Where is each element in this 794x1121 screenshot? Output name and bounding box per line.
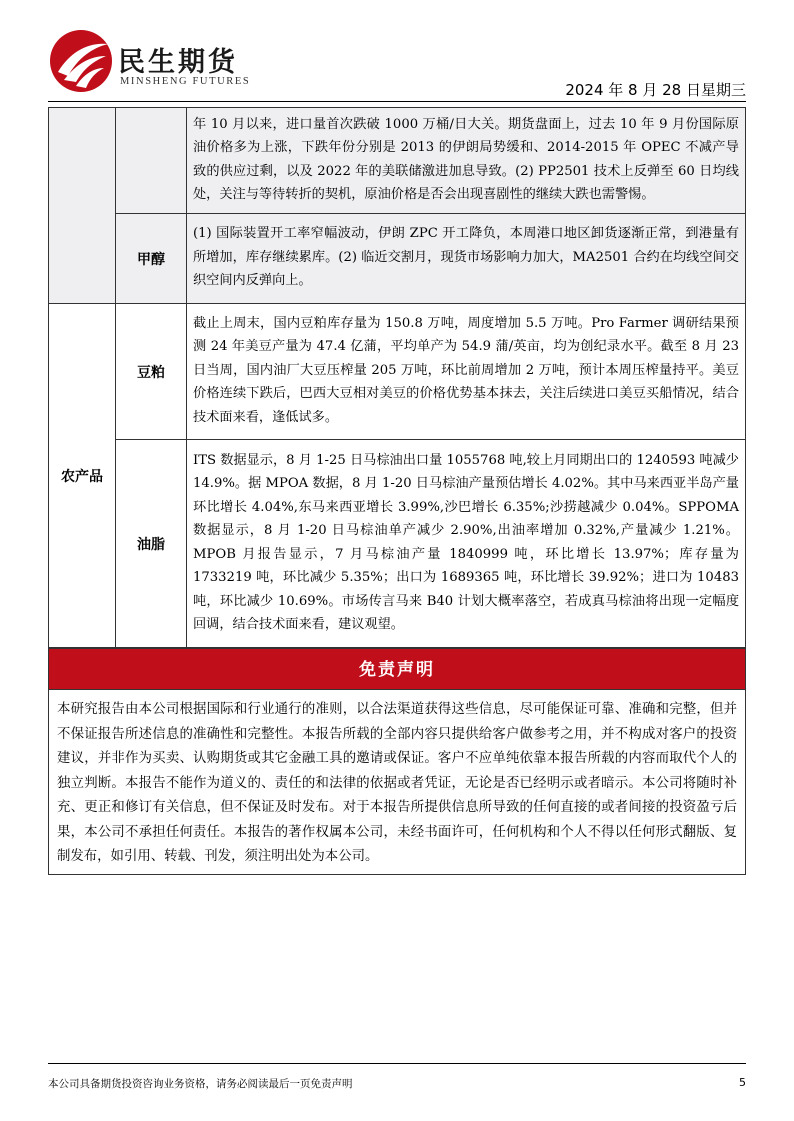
commodity-table xyxy=(48,107,746,648)
category-cell xyxy=(49,108,116,304)
variety-cell: 甲醇 xyxy=(116,214,187,304)
header-divider xyxy=(48,101,746,102)
category-cell: 农产品 xyxy=(49,304,116,648)
table-row xyxy=(49,214,746,304)
minsheng-logo-icon xyxy=(48,28,114,94)
variety-cell: 豆粕 xyxy=(116,304,187,440)
analysis-text: 截止上周末，国内豆粕库存量为 150.8 万吨，周度增加 5.5 万吨。Pro Farmer 调研结果预测 24 年美豆产量为 47.4 亿蒲，平均单产为 54.9 蒲/英亩，均为创纪录水平。截至 8 月 23 日当周，国内油厂大豆压榨量 205 万吨，环比前周增加 2 万吨，预计本周压榨量持平。美豆价格连续下跌后，巴西大豆相对美豆的价格优势基本抹去，关注后续进口美豆买船情况，结合技术面来看，逢低试多。 xyxy=(187,304,746,440)
footer-divider xyxy=(48,1063,746,1064)
variety-cell xyxy=(116,108,187,214)
brand-name: 民生期货 xyxy=(118,47,238,78)
report-date: 2024 年 8 月 28 日星期三 xyxy=(565,81,746,99)
analysis-text: 年 10 月以来，进口量首次跌破 1000 万桶/日大关。期货盘面上，过去 10 年 9 月份国际原油价格多为上涨，下跌年份分别是 2013 的伊朗局势缓和、2014-2015 年 OPEC 不减产导致的供应过剩，以及 2022 年的美联储激进加息导致。(2) PP2501 技术上反弹至 60 日均线处，关注与等待转折的契机，原油价格是否会出现喜剧性的继续大跌也需警惕。 xyxy=(187,108,746,214)
disclaimer-body: 本研究报告由本公司根据国际和行业通行的准则，以合法渠道获得这些信息，尽可能保证可靠、准确和完整，但并不保证报告所述信息的准确性和完整性。本报告所载的全部内容只提供给客户做参考之用，并不构成对客户的投资建议，并非作为买卖、认购期货或其它金融工具的邀请或保证。客户不应单纯依靠本报告所载的内容而取代个人的独立判断。本报告不能作为道义的、责任的和法律的依据或者凭证，无论是否已经明示或者暗示。本公司将随时补充、更正和修订有关信息，但不保证及时发布。对于本报告所提供信息所导致的任何直接的或者间接的投资盈亏后果，本公司不承担任何责任。本报告的著作权属本公司，未经书面许可，任何机构和个人不得以任何形式翻版、复制发布，如引用、转载、刊发，须注明出处为本公司。 xyxy=(48,690,746,875)
disclaimer-title: 免责声明 xyxy=(48,648,746,690)
table-row xyxy=(49,108,746,214)
table-row xyxy=(49,440,746,648)
table-row xyxy=(49,304,746,440)
footer-note: 本公司具备期货投资咨询业务资格，请务必阅读最后一页免责声明 xyxy=(48,1078,353,1090)
analysis-text: ITS 数据显示，8 月 1-25 日马棕油出口量 1055768 吨,较上月同期出口的 1240593 吨减少 14.9%。据 MPOA 数据，8 月 1-20 日马棕油产量预估增长 4.02%。其中马来西亚半岛产量环比增长 4.04%,东马来西亚增长 3.99%,沙巴增长 6.35%;沙捞越减少 0.04%。SPPOMA 数据显示，8 月 1-20 日马棕油单产减少 2.90%,出油率增加 0.32%,产量减少 1.21%。MPOB 月报告显示，7 月马棕油产量 1840999 吨，环比增长 13.97%；库存量为 1733219 吨，环比减少 5.35%；出口为 1689365 吨，环比增长 39.92%；进口为 10483 吨，环比减少 10.69%。市场传言马来 B40 计划大概率落空，若成真马棕油将出现一定幅度回调，结合技术面来看，建议观望。 xyxy=(187,440,746,648)
page-header xyxy=(48,28,746,98)
analysis-text: (1) 国际装置开工率窄幅波动，伊朗 ZPC 开工降负，本周港口地区卸货逐渐正常，到港量有所增加，库存继续累库。(2) 临近交割月，现货市场影响力加大，MA2501 合约在均线空间交织空间内反弹向上。 xyxy=(187,214,746,304)
variety-cell: 油脂 xyxy=(116,440,187,648)
brand-name-english: MINSHENG FUTURES xyxy=(120,76,251,87)
page-number: 5 xyxy=(739,1076,746,1089)
